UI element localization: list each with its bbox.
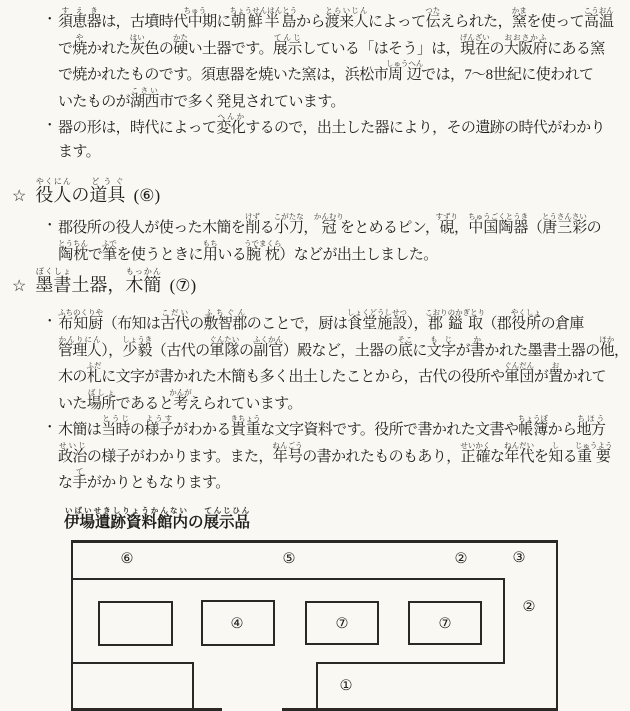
furigana-ruby: 伊場遺跡資料館内いばいせきしりょうかんない	[64, 505, 189, 531]
furigana-ruby: 窯かま	[511, 6, 527, 30]
text-line: 郡役所の役人が使った木簡を削けずる小刀こがたな，冠かんむりをとめるピン，硯すずり，中国陶器ちゅうごくとうき（唐三彩とうさんさいの	[58, 212, 602, 236]
text-line: で焼やかれた灰はい色の硬かたい土器です。展示てんじしている「はそう」は，現在げんざいの大阪府おおさかふにある窯	[58, 32, 605, 57]
outer-bottom-wall-left	[71, 708, 222, 711]
furigana-ruby: 高温こうおん	[583, 6, 614, 30]
furigana-ruby: 重要じゅうよう	[574, 440, 613, 465]
furigana-ruby: 置お	[548, 361, 563, 385]
exhibit-number-label: ②	[522, 598, 536, 615]
inner-bottom-wall	[316, 662, 505, 664]
furigana-ruby: 札ふだ	[86, 361, 102, 385]
bullet-icon: •	[48, 422, 52, 433]
heading-text: 役人やくにんの道具どうぐ	[35, 177, 126, 205]
outer-bottom-wall-right	[282, 708, 558, 711]
furigana-ruby: 道具どうぐ	[89, 177, 126, 205]
exhibit-number-label: ⑤	[282, 550, 296, 567]
document-text	[0, 6, 630, 538]
outer-left-wall	[71, 540, 73, 711]
text-line: な手てがかりともなります。	[58, 467, 230, 491]
furigana-ruby: 郡鎰取こおりのかぎとり	[425, 308, 486, 332]
exhibit-number-label: ③	[512, 549, 526, 566]
officials-tools-paragraph	[48, 212, 630, 265]
furigana-ruby: 須恵器すえき	[58, 6, 102, 30]
furigana-ruby: 筆ふで	[101, 238, 117, 263]
heading-text: 墨書ぼくしょ土器，木簡もっかん	[35, 267, 162, 295]
furigana-ruby: 帳簿ちょうぼ	[517, 414, 548, 438]
outer-right-wall	[556, 540, 558, 711]
exhibit-number-label: ⑥	[120, 550, 134, 567]
furigana-ruby: 貴重きちょう	[230, 414, 261, 438]
exhibit-number-label: ⑦	[335, 615, 349, 632]
furigana-ruby: 底そこ	[397, 334, 413, 359]
floorplan-diagram	[71, 540, 558, 711]
furigana-ruby: 副官ふくかん	[253, 334, 284, 359]
star-icon: ☆	[12, 278, 27, 295]
inner-right-wall	[503, 578, 505, 664]
furigana-ruby: 渡来人とらいじん	[324, 6, 368, 30]
text-line: 須恵器すえきは，古墳時代中ちゅう期に朝鮮半島ちょうせんはんとうから渡来人とらいじんによって伝つたえられた，窯かまを使って高温こうおん	[58, 6, 614, 30]
furigana-ruby: 展示品てんじひん	[203, 505, 251, 531]
furigana-ruby: 唐三彩とうさんさい	[541, 212, 587, 236]
furigana-ruby: 周辺しゅうへん	[385, 59, 424, 83]
furigana-ruby: 書か	[469, 334, 485, 359]
furigana-ruby: 削けず	[244, 212, 260, 236]
furigana-ruby: 年号ねんごう	[272, 440, 303, 465]
inscribed-pottery-heading	[12, 267, 630, 302]
furigana-ruby: 変化へんか	[216, 112, 246, 136]
exhibit-number-label: ⑦	[438, 615, 452, 632]
bullet-icon: •	[48, 316, 52, 327]
furigana-ruby: 知し	[548, 440, 563, 465]
furigana-ruby: 管理人かんりにん	[58, 334, 102, 359]
furigana-ruby: 政治せいじ	[58, 440, 87, 465]
furigana-ruby: 布知厨ふちのくりや	[58, 308, 103, 332]
furigana-ruby: 食堂施設しょくどうしせつ	[346, 308, 407, 332]
heading-number: (⑦)	[165, 276, 197, 295]
exhibit-number-label: ②	[454, 550, 468, 567]
corner-case-right	[192, 662, 194, 711]
furigana-ruby: 木簡もっかん	[125, 267, 162, 295]
outer-top-wall	[71, 540, 558, 543]
furigana-ruby: 中国陶器ちゅうごくとうき	[468, 212, 529, 236]
furigana-ruby: 他ほか	[599, 334, 615, 359]
furigana-ruby: 軍隊ぐんたい	[209, 334, 240, 359]
furigana-ruby: 少毅しょうき	[122, 334, 153, 359]
bullet-icon: •	[48, 14, 52, 25]
furigana-ruby: 焼や	[72, 32, 87, 57]
furigana-ruby: 正確せいかく	[460, 440, 491, 465]
furigana-ruby: 小刀こがたな	[273, 212, 304, 236]
furigana-ruby: 硬かた	[172, 32, 188, 57]
furigana-ruby: 古代こだい	[160, 308, 190, 332]
furigana-ruby: 現在げんざい	[459, 32, 490, 57]
text-line: で焼かれたものです。須恵器を焼いた窯は，浜松市周辺しゅうへんでは，7～8世紀に使われて	[58, 59, 594, 83]
furigana-ruby: 考かんが	[169, 387, 192, 412]
furigana-ruby: 地方ちほう	[576, 414, 606, 438]
furigana-ruby: 伝つた	[425, 6, 441, 30]
furigana-ruby: 軍団ぐんだん	[504, 361, 535, 385]
exhibit-number-label: ④	[230, 615, 244, 632]
star-icon: ☆	[12, 188, 27, 205]
furigana-ruby: 硯すずり	[435, 212, 459, 236]
corner-case-top	[71, 662, 194, 664]
furigana-ruby: 冠かんむり	[313, 212, 344, 236]
furigana-ruby: 敷智郡ふちぐん	[203, 308, 247, 332]
text-line: 政治せいじの様子がわかります。また，年号ねんごうの書かれたものもあり，正確せいかくな年代ねんだいを知しる重要じゅうよう	[58, 440, 613, 465]
text-line: 陶枕とうちんで筆ふでを使うときに用もちいる腕枕うでまくら）などが出土しました。	[58, 238, 438, 263]
text-line: 管理人かんりにん），少毅しょうき（古代の軍隊ぐんたいの副官ふくかん）殿など，土器の底そこに文字もじが書かかれた墨書土器の他ほか，	[58, 334, 629, 359]
furigana-ruby: 中ちゅう	[183, 6, 207, 30]
text-line: 器の形は，時代によって変化へんかするので，出土した器により，その遺跡の時代がわかり	[58, 112, 605, 136]
furigana-ruby: 役人やくにん	[35, 177, 72, 205]
exhibit-number-label: ①	[339, 677, 353, 694]
text-line: いた場所ばしょであると考かんがえられています。	[58, 387, 302, 412]
heading-number: (⑥)	[129, 186, 161, 205]
furigana-ruby: 様子ようす	[144, 414, 174, 438]
furigana-ruby: 湖西こさい	[130, 85, 159, 110]
furigana-ruby: 手て	[72, 467, 87, 491]
text-line: ます。	[58, 143, 101, 160]
mokkan-value-paragraph	[48, 414, 630, 494]
furigana-ruby: 文字もじ	[426, 334, 456, 359]
furigana-ruby: 場所ばしょ	[86, 387, 116, 412]
text-line: 木の札ふだに文字が書かれた木簡も多く出土したことから，古代の役所や軍団ぐんだんが置おかれて	[58, 361, 606, 385]
furigana-ruby: 年代ねんだい	[504, 440, 535, 465]
fuchi-kuriya-paragraph	[48, 308, 630, 414]
sueki-paragraph	[48, 6, 630, 112]
text-line: 木簡は当時とうじの様子ようすがわかる貴重きちょうな文字資料です。役所で書かれた文書や帳簿ちょうぼから地方ちほう	[58, 414, 606, 438]
furigana-ruby: 用もち	[202, 238, 218, 263]
furigana-ruby: 当時とうじ	[101, 414, 131, 438]
floorplan-title: 伊場遺跡資料館内いばいせきしりょうかんないの展示品てんじひん	[64, 505, 251, 531]
furigana-ruby: 役所やくしょ	[510, 308, 541, 332]
furigana-ruby: 陶枕とうちん	[58, 238, 88, 263]
furigana-ruby: 展示てんじ	[272, 32, 302, 57]
text-line: いたものが湖西こさい市で多く発見されています。	[58, 85, 345, 110]
furigana-ruby: 大阪府おおさかふ	[503, 32, 548, 57]
furigana-ruby: 灰はい	[129, 32, 145, 57]
bullet-icon: •	[48, 220, 52, 231]
room1-left-wall	[316, 662, 318, 711]
furigana-ruby: 腕枕うでまくら	[243, 238, 282, 263]
officials-tools-heading	[12, 177, 630, 212]
display-case-blank	[98, 601, 173, 646]
furigana-ruby: 墨書ぼくしょ	[35, 267, 72, 295]
inner-top-wall	[71, 578, 505, 580]
bullet-icon: •	[48, 120, 52, 131]
vessel-shape-paragraph	[48, 112, 630, 165]
text-line: 布知厨ふちのくりや（布知は古代こだいの敷智郡ふちぐんのことで，厨は食堂施設しょくどうしせつ），郡鎰取こおりのかぎとり（郡役所やくしょの倉庫	[58, 308, 584, 332]
furigana-ruby: 朝鮮半島ちょうせんはんとう	[229, 6, 298, 30]
